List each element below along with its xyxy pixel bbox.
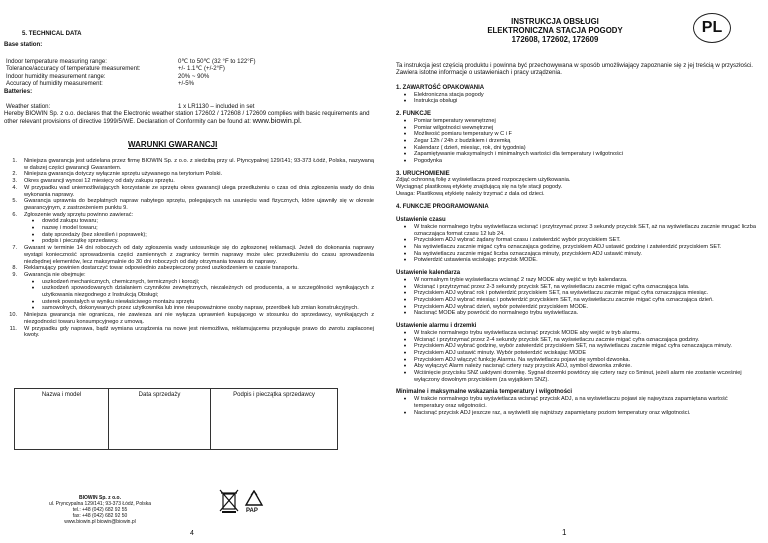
intro-text: Ta instrukcja jest częścią produktu i powinna być przechowywana w sposób umożliwiający zapoznanie się z jej treścią w przyszłości. Zawiera istotne informacje o ustawieniach i pracy urządzenia. <box>396 62 753 77</box>
document-title: INSTRUKCJA OBSŁUGI ELEKTRONICZNA STACJA POGODY 172608, 172602, 172609 <box>487 17 623 44</box>
list-item: ● W trakcie normalnego trybu wyświetlacza wcisnąć i przytrzymać przez 3 sekundy przycisk SET, aż na wyświetlaczu zacznie mrugać liczba oznaczająca format czasu 12 lub 24. <box>403 223 756 237</box>
warranty-item: 10. Niniejsza gwarancja nie ogranicza, nie zawiesza ani nie wyłącza uprawnień kupującego w stosunku do sprzedawcy, wynikających z niezgodności towaru konsumpcyjnego z umową. <box>9 312 374 325</box>
list-item: ● Instrukcja obsługi <box>403 98 458 105</box>
subsection-heading: Minimalne i maksymalne wskazania temperatury i wilgotności <box>396 389 573 396</box>
list-item: ● Wcisnąć i przytrzymać przez 2-3 sekundy przycisk SET, na wyświetlaczu zacznie migać cyfra oznaczająca lata. <box>403 283 690 290</box>
table-header-signature: Podpis i pieczątka sprzedawcy <box>233 392 315 398</box>
warranty-item: ● podpis i pieczątkę sprzedawcy. <box>31 238 119 245</box>
section-heading: 4. FUNKCJE PROGRAMOWANIA <box>396 203 489 210</box>
list-item: ● Na wyświetlaczu zacznie migać liczba oznaczająca minuty, przyciskiem ADJ ustawić minuty. <box>403 250 642 257</box>
declaration: Hereby BIOWIN Sp. z o.o. declares that the Electronic weather station 172602 / 172608 / 172609 complies with basic requirements and other relevant provisions of directive 1999/5/WE. Declaration of Conformity can be found at: www.biowin.pl. <box>4 110 370 126</box>
section-heading: 3. URUCHOMIENIE <box>396 170 450 177</box>
list-item: ● Aby wyłączyć Alarm należy nacisnąć cztery razy przycisk ADJ, symbol dzwonka zniknie. <box>403 363 632 370</box>
warranty-item: 7. Gwarant w terminie 14 dni roboczych od daty zgłoszenia wady ustosunkuje się do zgłoszonej reklamacji. Jeżeli do dokonania naprawy wystąpi konieczność sprowadzenia części zamiennych z zagranicy termin naprawy może ulec przedłużeniu do czasu sprowadzenia niezbędnej elementów, lecz maksymalnie do 30 dni roboczych od daty otrzymania towaru do naprawy. <box>12 245 374 265</box>
right-content <box>396 85 756 416</box>
text-line: Uwaga: Plastikową etykietę należy trzymać z dala od dzieci. <box>396 190 545 197</box>
page-number-right: 1 <box>562 528 567 537</box>
list-item: ● Pomiar wilgotności wewnętrznej <box>403 124 494 131</box>
section-heading: 2. FUNKCJE <box>396 111 432 118</box>
batteries-label: Batteries: <box>4 88 33 95</box>
warranty-item: ● nazwę i model towaru; <box>31 225 98 232</box>
base-station-label: Base station: <box>4 41 43 48</box>
signature-table <box>14 388 338 450</box>
warranty-item: 6. Zgłoszenie wady sprzętu powinno zawierać: <box>12 211 134 218</box>
warranty-item: 1. Niniejsza gwarancja jest udzielana przez firmę BIOWIN Sp. z o.o. z siedzibą przy ul. Ptyncypalnej 129/141; 93-373 Łódź, Polska, nazywaną w dalszej części gwarancji Gwarantem. <box>12 158 374 171</box>
weee-bin-icon <box>218 488 240 514</box>
warranty-item: ● dowód zakupu towaru; <box>31 218 98 225</box>
warranty-item: ● samowolnych, dokonywanych przez użytkownika lub inne nieupoważnione osoby napraw, przeróbek lub zmian konstrukcyjnych. <box>31 305 359 312</box>
list-item: ● Nacisnąć MODE aby powrócić do normalnego trybu wyświetlacza. <box>403 310 579 317</box>
pap-label: PAP <box>246 508 258 514</box>
recycle-icon <box>244 490 264 508</box>
tech-heading: 5. TECHNICAL DATA <box>22 30 82 37</box>
list-item: ● Wciśnięcie przycisku SNZ uaktywni drzemkę. Sygnał drzemki powtórzy się cztery razy co 5minut, jeżeli alarm nie zostanie wcześniej wyłączony dowolnym przyciskiem (za wyjątkiem SNZ). <box>403 370 742 383</box>
warranty-item: ● datę sprzedaży (bez skreśleń i poprawek); <box>31 231 147 238</box>
warranty-item: 11. W przypadku gdy naprawa, bądź wymiana urządzenia na nowe jest niemożliwa, reklamującemu przysługuje prawo do zwrotu zapłaconej kwoty. <box>9 325 374 339</box>
weather-station-row: Weather station: 1 x LR1130 – included in set <box>6 103 255 110</box>
warranty-list <box>4 158 374 339</box>
table-header-date: Data sprzedaży <box>109 389 211 449</box>
list-item: ● Przyciskiem ADJ wybrać żądany format czasu i zatwierdzić wybór przyciskiem SET. <box>403 237 621 244</box>
warranty-item: 8. Reklamujący powinien dostarczyć towar odpowiednio zabezpieczony przed uszkodzeniem w czasie transportu. <box>12 265 299 272</box>
warranty-item: ● uszkodzeń spowodowanych działaniem czynników zewnętrznych, niezależnych od producenta, a w szczególności wynikających z użytkowania niezgodnego z Instrukcją Obsługi; <box>31 285 374 299</box>
declaration-url[interactable]: www.biowin.pl. <box>252 116 302 126</box>
spec-row: Tolerance/accuracy of temperature measurement: +/- 1.1℃ (+/-2°F) <box>6 65 225 73</box>
warranty-title: WARUNKI GWARANCJI <box>128 140 218 149</box>
warranty-item: 4. W przypadku wad uniemożliwiających korzystanie ze sprzętu okres gwarancji ulega przedłużeniu o czas od dnia zgłoszenia wady do dnia wykonania naprawy. <box>12 184 374 198</box>
list-item: ● Przyciskiem ADJ wybrać rok i potwierdzić przyciskiem SET, na wyświetlaczu zacznie migać cyfra oznaczająca miesiąc. <box>403 290 709 297</box>
section-heading: 1. ZAWARTOŚĆ OPAKOWANIA <box>396 85 485 91</box>
list-item: ● Zapamiętywanie maksymalnych i minimalnych wartości dla temperatury i wilgotności <box>403 151 623 158</box>
warranty-item: ● uszkodzeń mechanicznych, chemicznych, termicznych i korozji; <box>31 278 200 285</box>
list-item: ● Przyciskiem ADJ wybrać godzinę, wybór zatwierdzić przyciskiem SET, na wyświetlaczu zacznie migać cyfra oznaczająca minuty. <box>403 343 732 350</box>
warranty-item: 2. Niniejsza gwarancja dotyczy wyłącznie sprzętu używanego na terytorium Polski. <box>12 171 223 178</box>
spec-row: Indoor temperature measuring range: 0℃ to 50℃ (32 °F to 122°F) <box>6 58 256 65</box>
spec-row: Indoor humidity measurement range: 20% ~ 90% <box>6 72 210 80</box>
warranty-item: 5. Gwarancja uprawnia do bezpłatnych napraw nabytego sprzętu, polegających na usunięciu wad fizycznych, które ujawniły się w okresie gwarancyjnym, z zastrzeżeniem punktu 9. <box>12 198 374 211</box>
table-header-name: Nazwa i model <box>15 389 109 449</box>
language-badge: PL <box>693 13 731 43</box>
list-item: ● W trakcie normalnego trybu wyświetlacza wcisnąć przycisk ADJ, a na wyświetlaczu pojawi się najwyższa zapamiętana wartość temperatury oraz wilgotności. <box>403 396 728 409</box>
list-item: ● Zegar 12h / 24h z budzikiem i drzemką <box>403 137 511 144</box>
subsection-heading: Ustawienie alarmu i drzemki <box>396 323 477 330</box>
list-item: ● Na wyświetlaczu zacznie migać cyfra oznaczająca godzinę, przyciskiem ADJ ustawić godzinę i zatwierdzić przyciskiem SET. <box>403 244 722 251</box>
list-item: ● Elektroniczna stacja pogody <box>403 91 484 98</box>
list-item: ● W normalnym trybie wyświetlacza wcisnąć 2 razy MODE aby wejść w tryb kalendarza. <box>403 276 628 283</box>
subsection-heading: Ustawienie czasu <box>396 217 446 224</box>
subsection-heading: Ustawienie kalendarza <box>396 270 461 277</box>
list-item: ● Przyciskiem ADJ włączyć funkcję Alarmu. Na wyświetlaczu pojawi się symbol dzwonka. <box>403 356 631 363</box>
warranty-item: 3. Okres gwarancji wynosi 12 miesięcy od daty zakupu sprzętu. <box>12 178 175 185</box>
spec-row: Accuracy of humidity measurement: +/-5% <box>6 79 195 87</box>
specs-list <box>6 58 366 87</box>
list-item: ● W trakcie normalnego trybu wyświetlacza wcisnąć przycisk MODE aby wejść w tryb alarmu. <box>403 329 641 336</box>
list-item: ● Pomiar temperatury wewnętrznej <box>403 117 496 124</box>
company-block: BIOWIN Sp. z o.o. ul. Pryncypalna 129/141; 93-373 Łódź, Polska tel.: +48 (042) 682 92 55 fax: +48 (042) 682 92 50 www.biowin.pl biowin@biowin.pl <box>48 495 151 525</box>
text-line: Zdjąć ochronną folię z wyświetlacza przed rozpoczęciem użytkowania. <box>396 177 571 184</box>
list-item: ● Wcisnąć i przytrzymać przez 2-4 sekundy przycisk SET, na wyświetlaczu zacznie migać cyfra oznaczająca godziny. <box>403 336 700 343</box>
list-item: ● Przyciskiem ADJ wybrać miesiąc i potwierdzić przyciskiem SET, na wyświetlaczu zacznie migać cyfra oznaczająca dzień. <box>403 296 714 303</box>
list-item: ● Możliwość pomiaru temperatury w C i F <box>403 131 512 138</box>
list-item: ● Kalendarz ( dzień, miesiąc, rok, dni tygodnia) <box>403 144 526 151</box>
list-item: ● Przyciskiem ADJ ustawić minuty. Wybór potwierdzić wciskając MODE <box>403 349 587 356</box>
list-item: ● Przyciskiem ADJ wybrać dzień, wybór potwierdzić przyciskiem MODE. <box>403 303 589 310</box>
text-line: Wyciągnąć plastikową etykietę znajdującą się na tyle stacji pogody. <box>396 184 563 191</box>
list-item: ● Nacisnąć przycisk ADJ jeszcze raz, a wyświetli się najniższy zapamiętany poziom temperatury oraz wilgotności. <box>403 409 691 416</box>
warranty-item: 9. Gwarancja nie obejmuje: <box>12 271 86 278</box>
page-number-left: 4 <box>190 530 194 537</box>
warranty-item: ● usterek powstałych w wyniku niewłaściwego montażu sprzętu <box>31 298 195 305</box>
list-item: ● Potwierdzić ustawienia wciskając przycisk MODE. <box>403 257 538 264</box>
list-item: ● Pogodynka <box>403 158 442 165</box>
